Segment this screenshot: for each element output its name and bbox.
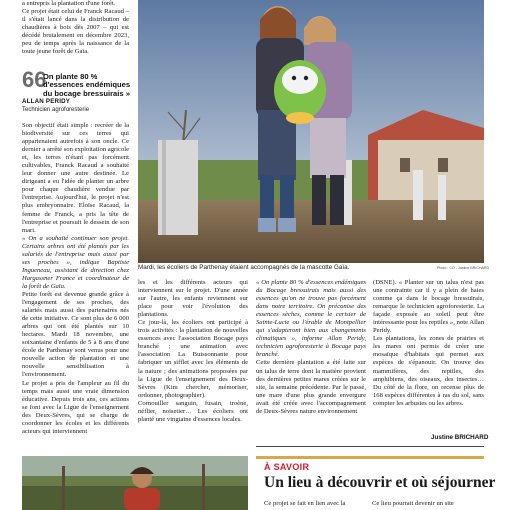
paragraph: Cette dernière plantation a été faite sur un talus de terre dont la matière provient des dernières petites mares créées sur le site, la semaine précédente. Par le passé, une mare d'une plus grande envergure avait été créée avec l'accompagnement de Deux-Sèvres nature environnement xyxy=(256,359,366,415)
info-box-text-b: Ce lieu pourrait devenir un site xyxy=(372,500,454,507)
info-box-text-a: Ce projet se fait en lien avec la xyxy=(264,500,346,507)
paragraph: Petite forêt est devenue grande grâce à l'engagement de ses proches, des salariés mais aussi des partenaires nés de cette initiative. Ce sont plus de 6 000 arbres qui ont été plantés sur 10 hectares. Mardi 18 novembre, une soixantaine d'enfants de 5 à 8 ans d'une école de Parthenay sont venus pour une nouvelle action de plantation et une nouvelle sensibilisation à l'environnement. xyxy=(22,290,129,379)
info-box-label: À SAVOIR xyxy=(264,462,310,472)
article-column-4 xyxy=(373,279,484,422)
paragraph-quote: « On plante 80 % d'essences endémiques du Bocage bressuirais mais aussi des essences qu'on ne trouve pas forcément dans notre territoire. On préconise des essences sèches, comme le cerisier de Sainte-Lucie ou l'érable de Montpellier qui s'adapteront bien aux changements climatiques », informe Allan Peridy, technicien agroforesterie à Bocage pays branché. xyxy=(256,279,366,359)
photo-credit: Photo : CO - Justine BRICHARD xyxy=(437,266,490,270)
author-signature: Justine BRICHARD xyxy=(431,434,489,441)
pull-quote xyxy=(22,67,131,116)
quote-author: ALLAN PERIDY xyxy=(22,98,71,105)
quote-mark-icon: 66 xyxy=(22,67,47,92)
paragraph: Ce projet était celui de Franck Racaud – il s'était lancé dans la distribution de chaudières à bois dès 2007 – qui est décédé brutalement en décembre 2023, peu de temps après la naissance de la toute jeune forêt de Gaïa. xyxy=(22,8,129,56)
paragraph: Cornouiller sanguin, fusain, troène, néflier, noisetier… Les écoliers ont planté une vingtaine d'essences locales. xyxy=(138,399,248,423)
photo-caption: Mardi, les écoliers de Parthenay étaient accompagnés de la mascotte Gaïa. xyxy=(138,264,350,271)
article-column-left-top xyxy=(22,0,129,69)
article-column-2 xyxy=(138,279,248,445)
photo-illustration xyxy=(138,0,484,263)
paragraph: Ce jour-là, les écoliers ont participé à trois activités : la plantation de nouvelles essences avec l'association Bocage pays branché ; une animation avec l'association La Buissonnante pour fabriquer un sifflet avec les éléments de la nature ; des animations proposées par la Ligue de l'enseignement des Deux-Sèvres (Kim chercher, mémoriser, ordonner, photographier). xyxy=(138,319,248,399)
quote-text: On plante 80 % d'essences endémiques du bocage bressuirais » xyxy=(43,72,131,98)
article-column-3 xyxy=(256,279,366,445)
paragraph: Les plantations, les zones de prairies et les mares ont permis de créer une mosaïque d'habitats qui permet aux espèces de s'épanouir. On trouve des mammifères, des reptiles, des amphibiens, des oiseaux, des insectes… Du côté de la flore, on recense plus de 168 espèces différentes à ras du sol, sans compter les arbustes ou les arbres. xyxy=(373,335,484,407)
secondary-photo-illustration xyxy=(22,456,248,510)
info-box-title: Un lieu à découvrir et où séjourner xyxy=(264,474,496,491)
paragraph: Son objectif était simple : recréer de la biodiversité sur ces terres qui appartenaient autrefois à son oncle. Ce dernier a arrêté son exploitation agricole et, les terres n'étant pas forcément cultivables, Franck Racaud a souhaité leur donner une autre destinée. Le dirigeant a eu l'idée de planter un arbre pour chaque chaudière vendue par l'entreprise. Aujourd'hui, le projet n'est plus embryonnaire. Eloïse Racaud, la femme de Franck, a pris la tête de l'entreprise et poursuit le dessein de son mari. xyxy=(22,122,129,234)
quote-author-role: Technicien agroforesterie xyxy=(22,107,90,113)
article-column-left xyxy=(22,122,129,445)
paragraph: a entrepris la plantation d'une forêt. xyxy=(22,0,116,7)
paragraph-quote: « On a souhaité continuer son projet. Certains arbres ont été plantés par les salariés de l'entreprise mais aussi par ses proches », indique Baptiste Ingueneau, assistant de direction chez Hargassner France et coordinateur de la forêt de Gaïa. xyxy=(22,234,129,290)
paragraph: Le projet a pris de l'ampleur au fil du temps mais aussi une vraie dimension éducative. Depuis trois ans, ces actions se font avec la Ligue de l'enseignement des Deux-Sèvres, qui se charge de coordonner les écoles et les différents acteurs qui interviennent xyxy=(22,379,129,435)
divider xyxy=(256,446,484,447)
article-photo xyxy=(138,0,484,263)
secondary-photo xyxy=(22,456,248,510)
info-box-accent-bar xyxy=(256,456,484,459)
paragraph: (DSNE). « Planter sur un talus n'est pas une contrainte car il y a plein de haies comme ça dans le bocage bressuirais, remarque le technicien agroforesterie. La façade exposée au soleil peut être intéressante pour les reptiles », note Allan Peridy. xyxy=(373,279,484,335)
paragraph: les et les différents acteurs qui interviennent sur le projet. D'une année sur l'autre, les enfants reviennent sur place pour voir l'évolution des plantations. xyxy=(138,279,248,319)
